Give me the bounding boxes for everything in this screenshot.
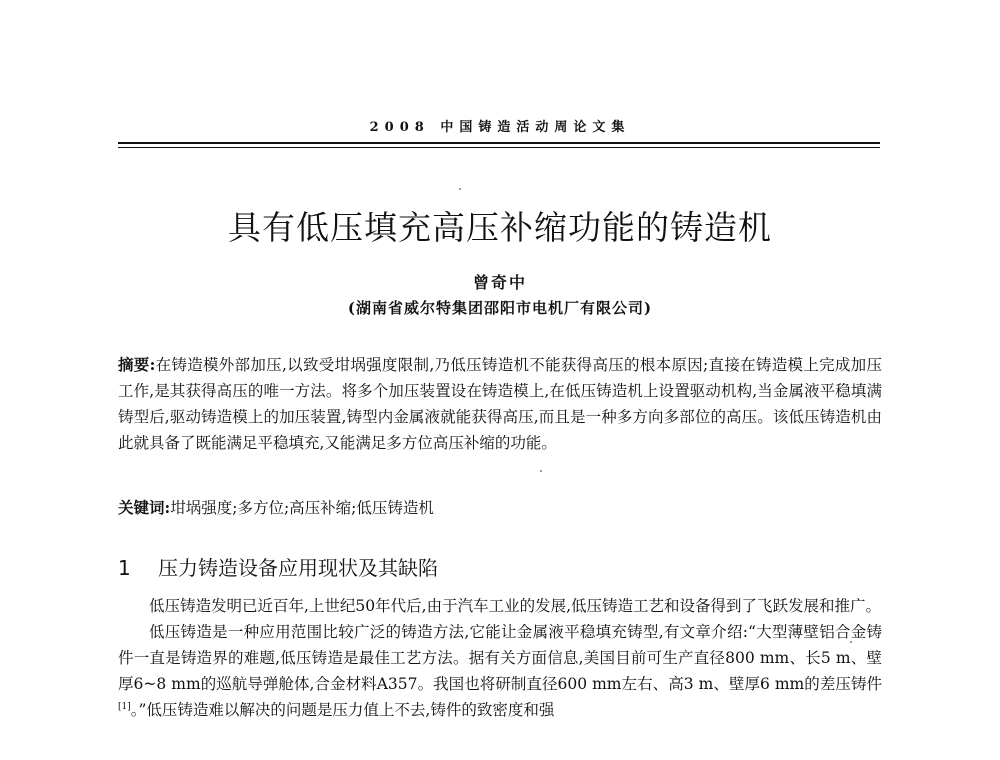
paragraph-text: 低压铸造是一种应用范围比较广泛的铸造方法,它能让金属液平稳填充铸型,有文章介绍:“大型薄壁铝合金铸件一直是铸造界的难题,低压铸造是最佳工艺方法。据有关方面信息,美国目前可生产直径800 mm、长5 m、壁厚6~8 mm的巡航导弹舱体,合金材料A357。我国也将研制直径600 mm左右、高3 m、壁厚6 mm的差压铸件	[118, 623, 882, 693]
abstract-text: 在铸造模外部加压,以致受坩埚强度限制,乃低压铸造机不能获得高压的根本原因;直接在铸造模上完成加压工作,是其获得高压的唯一方法。将多个加压装置设在铸造模上,在低压铸造机上设置驱动机构,当金属液平稳填满铸型后,驱动铸造模上的加压装置,铸型内金属液就能获得高压,而且是一种多方向多部位的高压。该低压铸造机由此就具备了既能满足平稳填充,又能满足多方位高压补缩的功能。	[118, 356, 882, 452]
author-name: 曾奇中	[472, 273, 527, 292]
abstract-label: 摘要:	[118, 355, 156, 374]
article-title: 具有低压填充高压补缩功能的铸造机	[228, 208, 772, 247]
keywords	[118, 495, 882, 521]
paragraph-text: 。”低压铸造难以解决的问题是压力值上不去,铸件的致密度和强	[130, 701, 555, 719]
header-rule-thick	[118, 142, 880, 144]
section-heading	[118, 552, 438, 581]
section-title: 压力铸造设备应用现状及其缺陷	[158, 556, 438, 580]
scan-speck	[540, 470, 542, 472]
running-header: 2008 中国铸造活动周论文集	[369, 120, 631, 135]
scan-speck	[459, 188, 461, 190]
keywords-label: 关键词:	[118, 498, 171, 517]
body-paragraph: 低压铸造发明已近百年,上世纪50年代后,由于汽车工业的发展,低压铸造工艺和设备得到了飞跃发展和推广。	[149, 597, 882, 615]
abstract	[118, 352, 882, 456]
body-paragraph	[118, 619, 882, 723]
author-affiliation: (湖南省威尔特集团邵阳市电机厂有限公司)	[347, 299, 653, 317]
keywords-text: 坩埚强度;多方位;高压补缩;低压铸造机	[170, 499, 434, 517]
section-body	[118, 593, 882, 723]
section-number: 1	[118, 556, 131, 580]
citation-reference[interactable]: [1]	[118, 701, 131, 712]
header-rule-thin	[118, 147, 880, 148]
